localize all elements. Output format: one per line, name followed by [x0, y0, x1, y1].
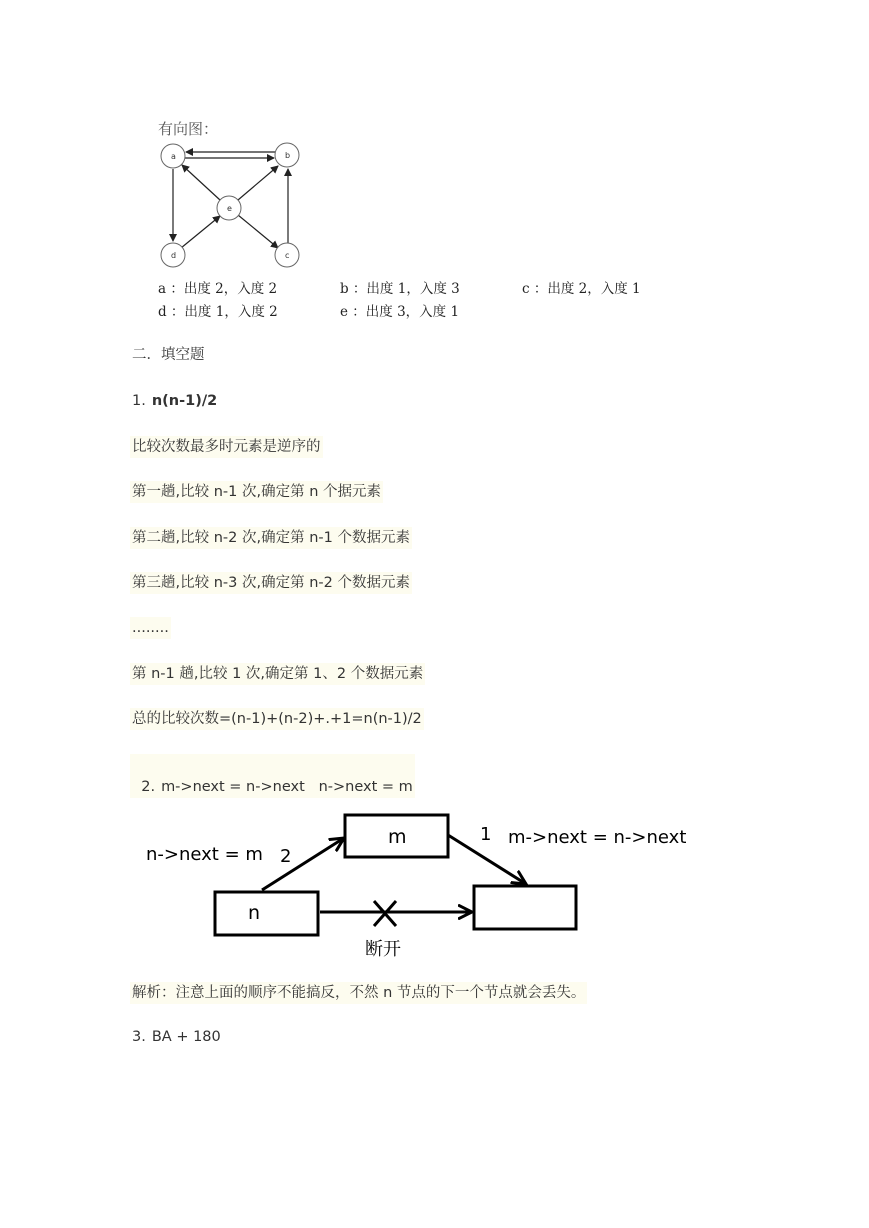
box-m-label: m [388, 826, 407, 848]
q1-line-2: 第一趟,比较 n-1 次,确定第 n 个据元素 [130, 481, 383, 503]
linked-list-diagram [130, 800, 730, 970]
q3-answer: BA + 180 [151, 1029, 221, 1045]
q2-answer: m->next = n->next n->next = m [161, 779, 413, 795]
section-title: 二．填空题 [132, 347, 205, 363]
degree-e: e ：出度 3，入度 1 [340, 304, 460, 320]
q3-heading [130, 1026, 223, 1048]
arrow-n-to-m [262, 838, 344, 890]
degree-b: b ：出度 1，入度 3 [340, 281, 460, 297]
step-1-label: 1 [480, 824, 492, 845]
q1-answer: n(n-1)/2 [151, 393, 218, 409]
node-d-label: d [171, 251, 177, 260]
step-2-label: 2 [280, 846, 292, 867]
directed-graph [150, 138, 310, 270]
q1-line-5: ........ [130, 617, 171, 639]
edge-e-a [182, 165, 220, 200]
q1-line-3: 第二趟,比较 n-2 次,确定第 n-1 个数据元素 [130, 527, 412, 549]
degree-d: d ：出度 1，入度 2 [158, 304, 278, 320]
q1-line-6: 第 n-1 趟,比较 1 次,确定第 1、2 个数据元素 [130, 663, 425, 685]
degree-c: c ：出度 2，入度 1 [522, 281, 641, 297]
box-n [215, 892, 318, 935]
label-left: n->next = m [146, 844, 263, 865]
graph-title: 有向图： [158, 120, 219, 138]
edge-d-e [181, 216, 220, 248]
box-next [474, 886, 576, 929]
label-right: m->next = n->next [508, 827, 687, 848]
q2-note: 解析：注意上面的顺序不能搞反，不然 n 节点的下一个节点就会丢失。 [130, 982, 587, 1004]
degree-a: a ：出度 2，入度 2 [158, 281, 278, 297]
q2-heading [130, 754, 415, 798]
edge-e-b [238, 166, 278, 200]
q1-heading [130, 390, 219, 412]
q1-number: 1. [132, 393, 146, 409]
edge-e-c [238, 215, 278, 248]
q3-number: 3. [132, 1029, 146, 1045]
node-e-label: e [227, 204, 232, 213]
q2-number: 2. [141, 779, 156, 795]
q1-line-1: 比较次数最多时元素是逆序的 [130, 436, 323, 458]
node-a-label: a [171, 152, 176, 161]
break-label: 断开 [365, 939, 401, 960]
q1-line-4: 第三趟,比较 n-3 次,确定第 n-2 个数据元素 [130, 572, 412, 594]
q1-line-7: 总的比较次数=(n-1)+(n-2)+.+1=n(n-1)/2 [130, 708, 424, 730]
node-c-label: c [285, 251, 290, 260]
node-b-label: b [285, 151, 291, 160]
box-n-label: n [248, 902, 261, 924]
